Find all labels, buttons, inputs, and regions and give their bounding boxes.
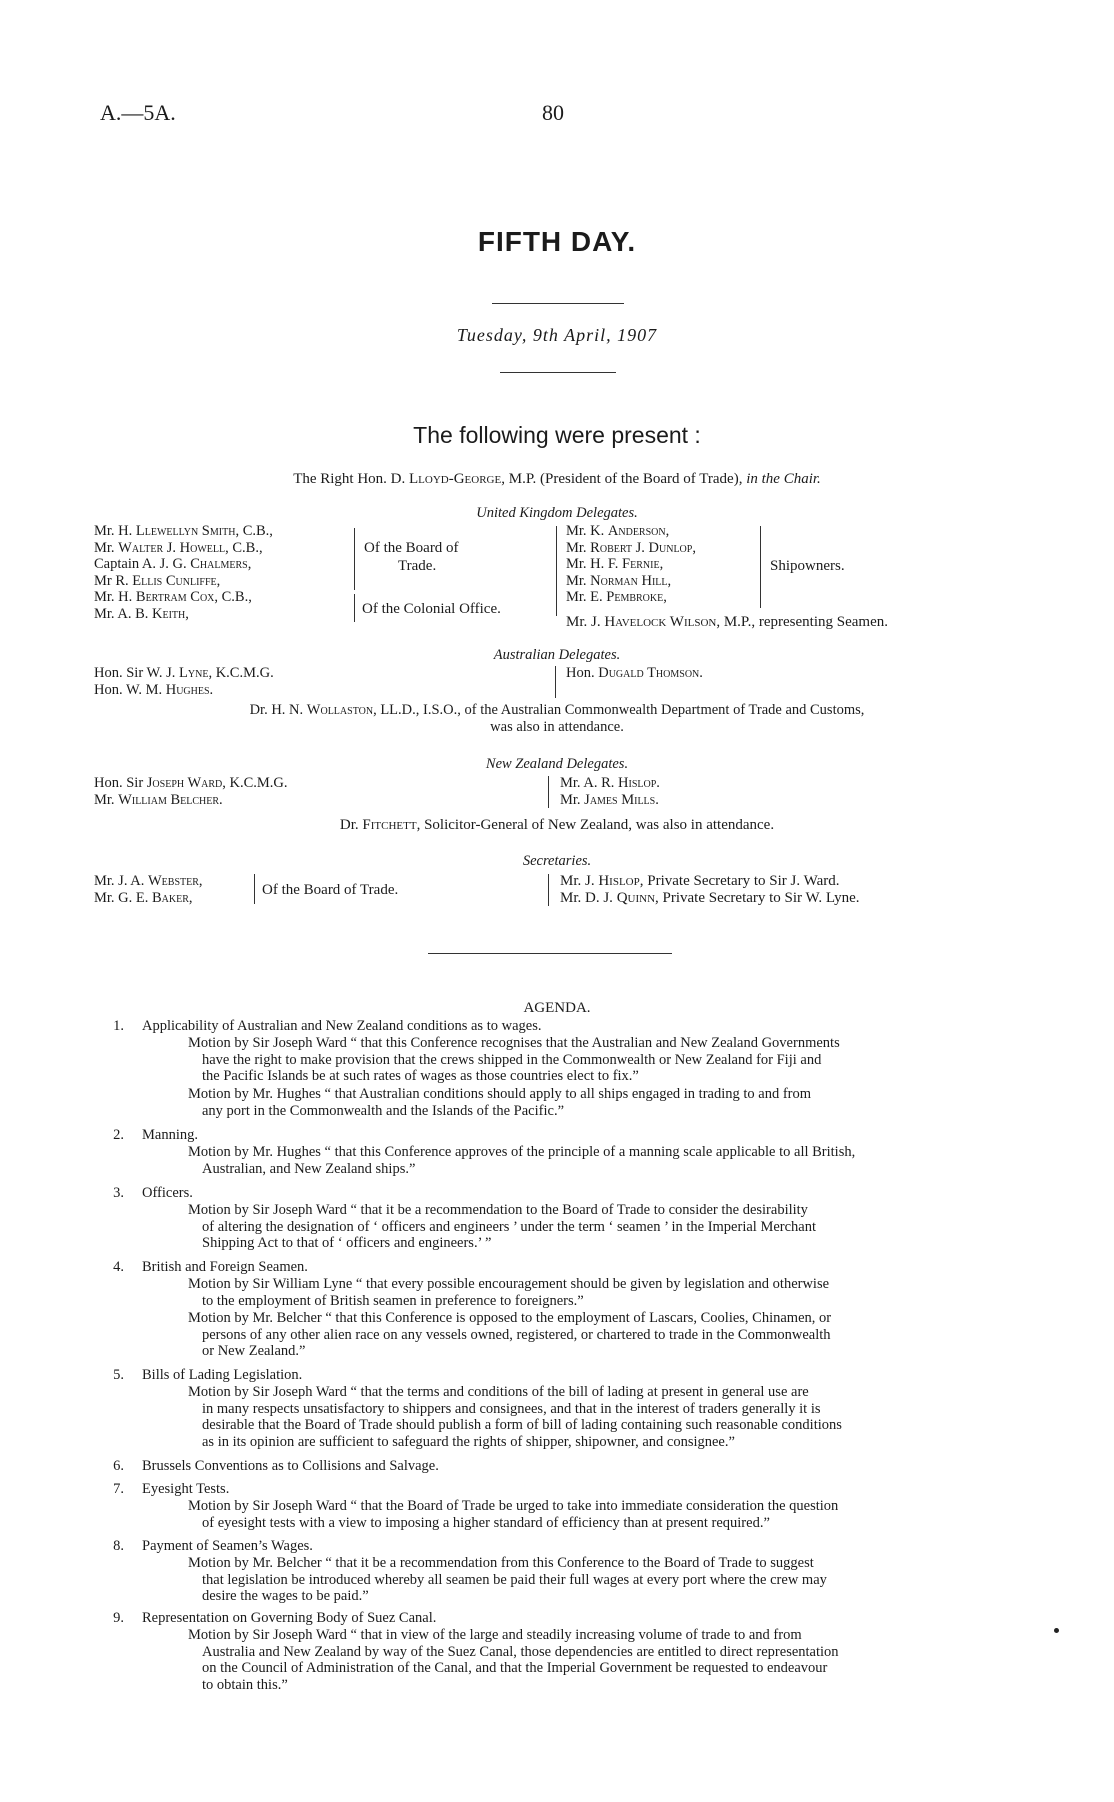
secretary: Mr. J. A. Webster,: [94, 873, 203, 889]
uk-left-delegate: Mr R. Ellis Cunliffe,: [94, 572, 221, 589]
left-bar: [556, 526, 557, 616]
agenda-item-number: 8.: [113, 1538, 124, 1554]
australia-left-list: [94, 665, 274, 698]
agenda-item-heading: Brussels Conventions as to Collisions and Salvage.: [142, 1458, 439, 1474]
agenda-item-number: 3.: [113, 1185, 124, 1201]
brace: [354, 528, 355, 590]
chair-prefix: The Right Hon. D.: [293, 471, 406, 487]
agenda-heading: AGENDA.: [523, 1000, 591, 1016]
nz-left-list: [94, 775, 288, 808]
present-heading: The following were present :: [413, 422, 701, 448]
colonial-office-label: Of the Colonial Office.: [362, 601, 501, 617]
australia-right-list: [566, 665, 703, 682]
agenda-item-heading: Bills of Lading Legislation.: [142, 1367, 303, 1383]
australia-attendance: Dr. H. N. Wollaston, LL.D., I.S.O., of the Australian Commonwealth Department of Trade and Customs, was also in attendance.: [249, 702, 865, 735]
secretary: Mr. G. E. Baker,: [94, 889, 193, 906]
divider: [492, 303, 624, 304]
agenda-motion: Motion by Mr. Belcher “ that it be a recommendation from this Conference to the Board of Trade to suggest that legislation be introduced whereby all seamen be paid their full wages at every port where the crew may desire the wages to be paid.”: [188, 1555, 827, 1605]
agenda-item-heading: Applicability of Australian and New Zealand conditions as to wages.: [142, 1018, 542, 1034]
chair-role: in the Chair.: [746, 471, 821, 487]
chair-line: [0, 471, 1114, 488]
agenda-motion: Motion by Sir Joseph Ward “ that this Conference recognises that the Australian and New Zealand Governments have the right to make provision that the crews shipped in the Commonwealth or New Zealand for Fiji and the Pacific Islands be at such rates of wages as those countries elect to fix.”: [188, 1035, 840, 1085]
secretaries-heading: Secretaries.: [522, 853, 592, 869]
uk-heading: United Kingdom Delegates.: [476, 505, 638, 521]
uk-left-list: [94, 523, 273, 622]
margin-mark: [1054, 1628, 1059, 1633]
board-of-trade-label-2: Trade.: [398, 558, 437, 574]
agenda-item-number: 5.: [113, 1367, 124, 1383]
divider: [500, 372, 616, 373]
nz-delegate: Hon. Sir Joseph Ward, K.C.M.G.: [94, 775, 288, 791]
australia-delegate: Hon. Sir W. J. Lyne, K.C.M.G.: [94, 665, 274, 681]
agenda-item-heading: Eyesight Tests.: [142, 1481, 230, 1497]
shipowners-label: Shipowners.: [770, 558, 845, 574]
agenda-motion: Motion by Sir Joseph Ward “ that it be a recommendation to the Board of Trade to consider the desirability of altering the designation of ‘ officers and engineers ’ under the term ‘ seamen ’ in the Imperial Merchant Shipping Act to that of ‘ officers and engineers.’ ”: [188, 1202, 816, 1252]
nz-attendance: Dr. Fitchett, Solicitor-General of New Zealand, was also in attendance.: [339, 817, 775, 833]
nz-right-list: [560, 775, 660, 808]
left-bar: [555, 666, 556, 698]
left-bar: [548, 874, 549, 906]
document-reference: A.—5A.: [100, 100, 176, 125]
agenda-motion: Motion by Sir Joseph Ward “ that in view of the large and steadily increasing volume of trade to and from Australia and New Zealand by way of the Suez Canal, those dependencies are entitled to direct representation on the Council of Administration of the Canal, and that the Imperial Government be requested to endeavour to obtain this.”: [188, 1627, 839, 1693]
brace: [760, 526, 761, 608]
uk-left-delegate: Mr. H. Bertram Cox, C.B.,: [94, 589, 252, 605]
agenda-item-number: 4.: [113, 1259, 124, 1275]
agenda-motion: Motion by Mr. Hughes “ that this Conference approves of the principle of a manning scale applicable to all British, Australian, and New Zealand ships.”: [188, 1144, 856, 1177]
meeting-date: Tuesday, 9th April, 1907: [456, 325, 658, 345]
uk-right-delegate: Mr. H. F. Fernie,: [566, 556, 664, 572]
secretary: Mr. J. Hislop, Private Secretary to Sir J. Ward.: [560, 873, 840, 889]
page-number: 80: [542, 100, 564, 125]
agenda-item-heading: Representation on Governing Body of Suez Canal.: [142, 1610, 437, 1626]
uk-right-delegate: Mr. Robert J. Dunlop,: [566, 539, 696, 556]
nz-delegate: Mr. James Mills.: [560, 791, 659, 808]
australia-heading: Australian Delegates.: [493, 647, 621, 663]
secretaries-left-list: [94, 873, 203, 906]
page-title: FIFTH DAY.: [477, 226, 637, 257]
uk-right-delegate: Mr. K. Anderson,: [566, 523, 670, 539]
agenda-motion: Motion by Mr. Hughes “ that Australian conditions should apply to all ships engaged in trading to and from any port in the Commonwealth and the Islands of the Pacific.”: [188, 1086, 812, 1119]
uk-left-delegate: Mr. H. Llewellyn Smith, C.B.,: [94, 523, 273, 539]
uk-right-list: [566, 523, 696, 606]
agenda-motion: Motion by Sir William Lyne “ that every possible encouragement should be given by legislation and otherwise to the employment of British seamen in preference to foreigners.”: [188, 1276, 830, 1309]
agenda-item-heading: Payment of Seamen’s Wages.: [142, 1538, 313, 1554]
agenda-item-heading: British and Foreign Seamen.: [142, 1259, 308, 1275]
left-bar: [548, 776, 549, 808]
agenda-motion: Motion by Sir Joseph Ward “ that the terms and conditions of the bill of lading at present in general use are in many respects unsatisfactory to shippers and consignees, and that in the interest of traders generally it is desirable that the Board of Trade should publish a form of bill of lading containing such reasonable conditions as in its opinion are sufficient to safeguard the rights of shipper, shipowner, and consignee.”: [188, 1384, 842, 1450]
section-divider: [428, 953, 672, 954]
secretary: Mr. D. J. Quinn, Private Secretary to Sir W. Lyne.: [560, 889, 860, 906]
brace: [354, 594, 355, 622]
chair-name: Lloyd-George: [409, 471, 502, 487]
agenda-item-number: 7.: [113, 1481, 124, 1497]
nz-delegate: Mr. A. R. Hislop.: [560, 775, 660, 791]
chair-suffix: , M.P. (President of the Board of Trade),: [501, 471, 747, 487]
uk-right-delegate: Mr. E. Pembroke,: [566, 589, 667, 605]
uk-wilson: Mr. J. Havelock Wilson, M.P., representing Seamen.: [566, 614, 888, 630]
agenda-item-heading: Manning.: [142, 1127, 198, 1143]
agenda-motion: Motion by Sir Joseph Ward “ that the Board of Trade be urged to take into immediate consideration the question of eyesight tests with a view to imposing a higher standard of efficiency than at present required.”: [188, 1498, 839, 1531]
australia-delegate: Hon. W. M. Hughes.: [94, 681, 214, 698]
australia-delegate: Hon. Dugald Thomson.: [566, 665, 703, 681]
uk-left-delegate: Mr. A. B. Keith,: [94, 605, 189, 622]
nz-delegate: Mr. William Belcher.: [94, 791, 223, 808]
agenda-item-number: 6.: [113, 1458, 124, 1474]
agenda-item-number: 1.: [113, 1018, 124, 1034]
agenda-item-number: 9.: [113, 1610, 124, 1626]
agenda-item-number: 2.: [113, 1127, 124, 1143]
agenda-item-heading: Officers.: [142, 1185, 193, 1201]
new-zealand-heading: New Zealand Delegates.: [485, 756, 629, 772]
uk-right-delegate: Mr. Norman Hill,: [566, 572, 672, 589]
uk-left-delegate: Captain A. J. G. Chalmers,: [94, 556, 252, 572]
secretaries-right-list: [560, 873, 860, 906]
board-of-trade-label: Of the Board of: [364, 540, 459, 556]
agenda-motion: Motion by Mr. Belcher “ that this Conference is opposed to the employment of Lascars, Coolies, Chinamen, or persons of any other alien race on any vessels owned, registered, or chartered to trade in the Commonwealth or New Zealand.”: [188, 1310, 832, 1360]
secretaries-board-label: Of the Board of Trade.: [262, 882, 399, 898]
uk-left-delegate: Mr. Walter J. Howell, C.B.,: [94, 539, 263, 556]
brace: [254, 874, 255, 904]
